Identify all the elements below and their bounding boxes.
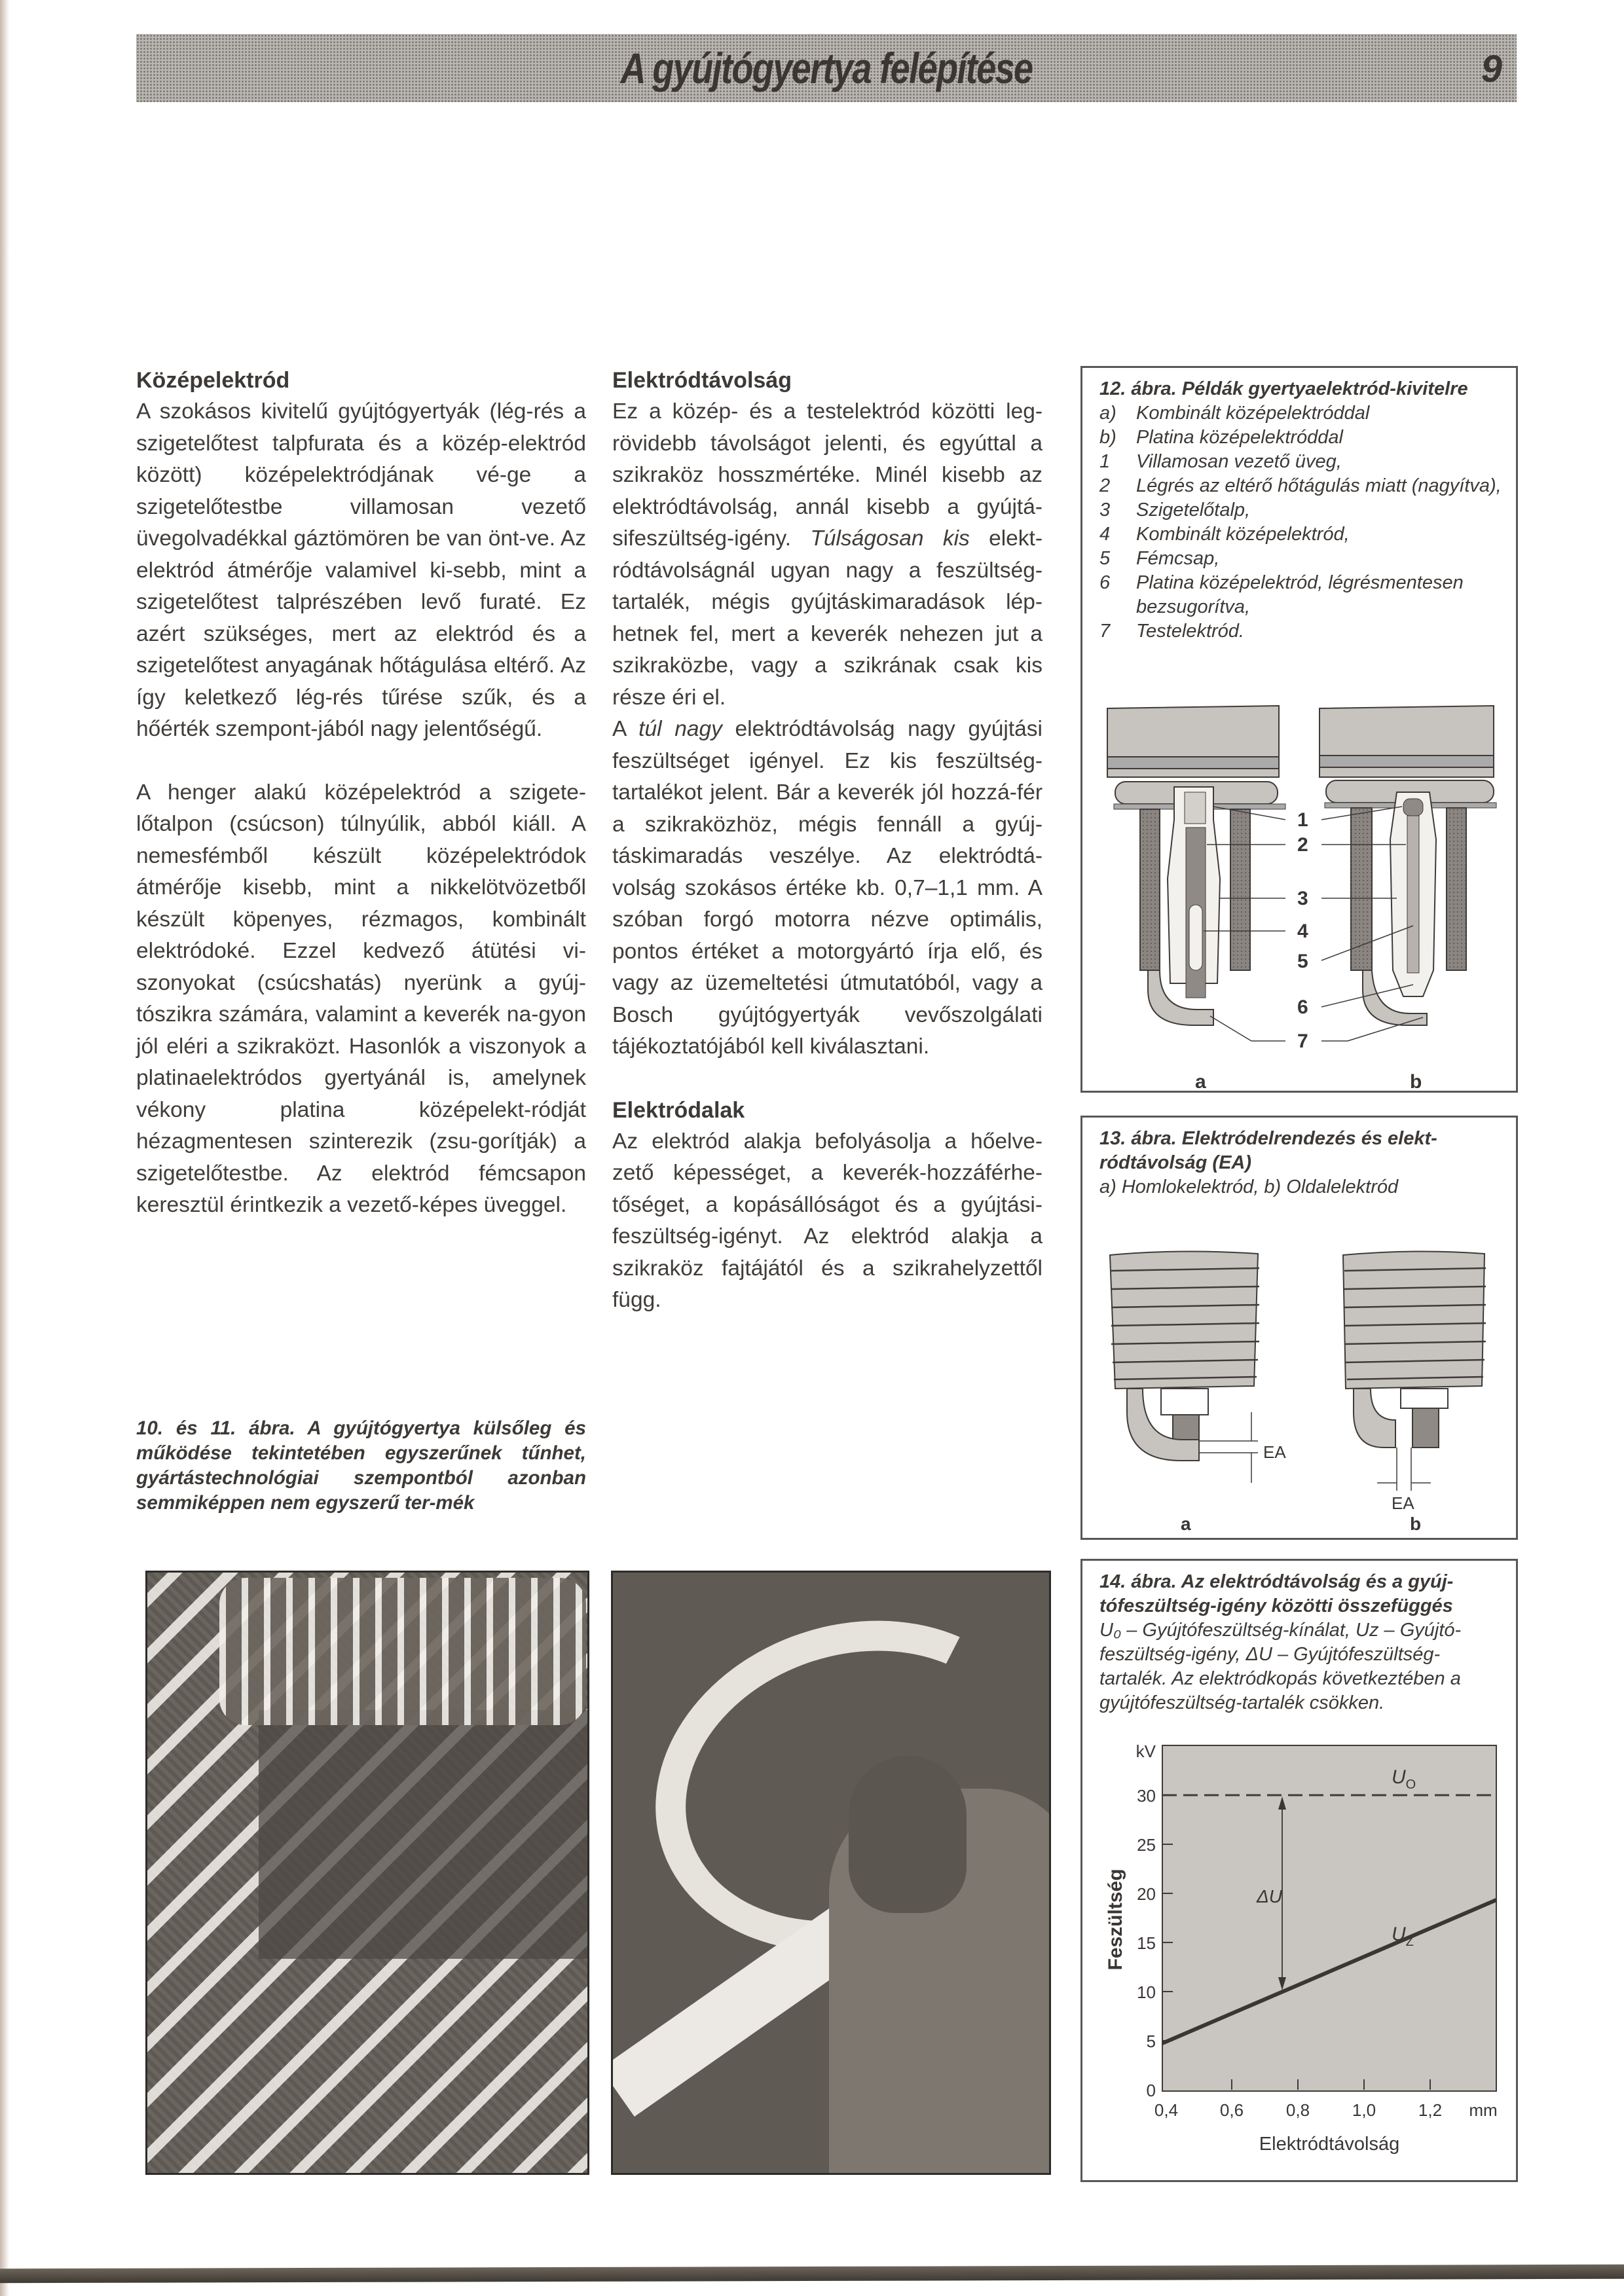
electrode-gap-diagram — [1082, 1242, 1516, 1537]
callout-6: 6 — [1297, 996, 1308, 1018]
callout-7: 7 — [1297, 1030, 1308, 1052]
legend-key: 6 — [1099, 572, 1111, 593]
scan-page-edge — [0, 0, 9, 2296]
section-heading-elektrodtavolsag: Elektródtávolság — [612, 368, 792, 393]
text-run: A — [612, 717, 639, 741]
y-tick-10: 10 — [1137, 1982, 1156, 2002]
emphasis: Túlságosan kis — [810, 526, 970, 551]
sublabel-b: b — [1410, 1514, 1422, 1534]
callout-3: 3 — [1297, 888, 1308, 909]
x-tick-0-6: 0,6 — [1219, 2100, 1244, 2120]
gap-label-a: EA — [1263, 1442, 1286, 1462]
delta-u-label: ΔU — [1257, 1886, 1283, 1906]
sublabel-b: b — [1410, 1071, 1422, 1088]
column-2 — [612, 365, 1043, 1317]
y-tick-20: 20 — [1137, 1884, 1156, 1904]
uz-label: $U_Z$ — [1392, 1923, 1414, 1949]
callout-2: 2 — [1297, 834, 1308, 856]
figure-13-caption — [1099, 1127, 1503, 1199]
figure-14-description: U₀ – Gyújtófeszültség-kínálat, Uz – Gyújtó-feszültség-igény, ΔU – Gyújtófeszültség-tartalék. Az elektródkopás következtében a gyújtófeszültség-tartalék csökken. — [1099, 1620, 1462, 1713]
x-tick-0-4: 0,4 — [1154, 2100, 1179, 2120]
plug-b-thread — [1343, 1251, 1486, 1448]
x-tick-1-0: 1,0 — [1352, 2100, 1376, 2120]
gap-b-dimension — [1377, 1448, 1431, 1491]
y-axis-title: Feszültség — [1105, 1868, 1126, 1971]
legend-text: Légrés az eltérő hőtágulás miatt (nagyítva), — [1136, 475, 1502, 496]
paragraph: Az elektród alakja befolyásolja a hőelve-zető képességet, a keverék-hozzáférhe-tőséget, a kopásállóságot és a gyújtási-feszültség-igényt. Az elektród alakja a szikraköz fajtájától és a szikrahelyzettől függ. — [612, 1129, 1043, 1312]
section-heading-kozepelektrod: Középelektród — [136, 368, 290, 393]
paragraph: A henger alakú középelektród a szigete-lőtalpon (csúcson) túlnyúlik, abból kiáll. A nemesfémből készült középelektródok átmérője kisebb, mint a nikkelötvözetből készült köpenyes, rézmagos, kombinált elektródoké. Ezzel kedvező átütési vi-szonyokat (csúcshatás) nyerünk a gyúj-tószikra számára, valamint a keverék na-gyon jól eléri a szikraközt. Hasonlók a viszonyok a platinaelektródos gyertyánál is, amelynek vékony platina középelekt-ródját hézagmentesen szinterezik (zsu-gorítják) a szigetelőtestbe. Az elektród fémcsapon keresztül érintkezik a vezető-képes üveggel. — [136, 780, 586, 1217]
legend-key: 4 — [1099, 524, 1111, 545]
y-tick-0: 0 — [1146, 2081, 1156, 2100]
legend-text: Szigetelőtalp, — [1136, 500, 1251, 520]
plug-a-thread — [1110, 1251, 1259, 1461]
legend-key: a) — [1099, 403, 1116, 424]
legend-key: b) — [1099, 427, 1116, 448]
plot-area — [1162, 1745, 1496, 2091]
callout-5: 5 — [1297, 951, 1308, 972]
scan-bottom-edge — [0, 2265, 1624, 2283]
legend-text: Villamosan vezető üveg, — [1136, 451, 1342, 472]
x-unit-label: mm — [1469, 2100, 1498, 2120]
x-tick-0-8: 0,8 — [1285, 2100, 1310, 2120]
paragraph: A szokásos kivitelű gyújtógyertyák (lég-rés a szigetelőtest talpfurata és a közép-elektród között) középelektródjának vé-ge a szigetelőtestbe villamosan vezető üvegolvadékkal gáztömören be van önt-ve. Az elektród átmérője valamivel ki-sebb, mint a szigetelőtest talprészében levő furaté. Ez azért szükséges, mert az elektród és a szigetelőtest anyagának hőtágulása eltérő. Az így keletkező lég-rés tűrése szűk, és a hőérték szempont-jából nagy jelentőségű. — [136, 399, 586, 741]
y-tick-15: 15 — [1137, 1933, 1156, 1953]
sublabel-a: a — [1195, 1071, 1206, 1088]
emphasis: túl nagy — [638, 717, 722, 741]
u0-label: $U_O$ — [1392, 1766, 1416, 1792]
chapter-title: A gyújtógyertya felépítése — [620, 44, 1033, 92]
spark-plug-cross-section-diagram — [1082, 682, 1516, 1088]
running-header — [136, 34, 1517, 102]
legend-key: 1 — [1099, 451, 1111, 472]
y-tick-5: 5 — [1146, 2032, 1156, 2051]
text-run: elektródtávolság nagy gyújtási feszültséget igényel. Ez kis feszültség-tartalékot jelent. Bár a keverék jól hozzá-fér a szikraközhöz, mégis fennáll a gyúj-táskimaradás veszélye. Az elektródtá-volság szokásos értéke kb. 0,7–1,1 mm. A szóban forgó motorra nézve optimális, pontos értéket a motorgyártó írja elő, és vagy az üzemeltetési útmutatóból, vagy a Bosch gyújtógyertyák vevőszolgálati tájékoztatójából kell kiválasztani. — [612, 717, 1043, 1059]
legend-key: 2 — [1099, 475, 1111, 496]
photo-spark-plug-production-line — [145, 1571, 589, 2175]
figure-10-11-caption: 10. és 11. ábra. A gyújtógyertya külsőleg és működése tekintetében egyszerűnek tűnhet, gyártástechnológiai szempontból azonban semmiképpen nem egyszerű ter-mék — [136, 1417, 586, 1514]
callout-1: 1 — [1297, 809, 1308, 831]
sublabel-a: a — [1181, 1514, 1191, 1534]
plug-b-drawing — [1320, 706, 1496, 1025]
callout-4: 4 — [1297, 920, 1308, 942]
y-tick-25: 25 — [1137, 1835, 1156, 1855]
figure-12-title: 12. ábra. Példák gyertyaelektród-kivitelre — [1099, 378, 1468, 399]
text-run: Ez a közép- és a testelektród közötti leg-rövidebb távolságot jelenti, és egyúttal a szikraköz hosszmértéke. Minél kisebb az elektródtávolság, annál kisebb a gyújtá-sifeszültség-igény. — [612, 399, 1043, 551]
y-unit-label: kV — [1135, 1741, 1156, 1761]
column-1 — [136, 365, 586, 1222]
figure-14-title: 14. ábra. Az elektródtávolság és a gyúj-tófeszültség-igény közötti összefüggés — [1099, 1571, 1454, 1616]
figure-13 — [1080, 1116, 1518, 1540]
x-axis-title: Elektródtávolság — [1259, 2134, 1400, 2155]
figure-13-subtitle: a) Homlokelektród, b) Oldalelektród — [1099, 1176, 1399, 1197]
x-tick-1-2: 1,2 — [1418, 2100, 1443, 2120]
gap-a-dimension — [1199, 1412, 1258, 1483]
legend-text: Testelektród. — [1136, 621, 1244, 642]
legend-text: Kombinált középelektród, — [1136, 524, 1350, 545]
paragraph — [612, 714, 1043, 1063]
figure-13-title: 13. ábra. Elektródelrendezés és elekt-ródtávolság (EA) — [1099, 1128, 1437, 1173]
section-heading-elektrodalak: Elektródalak — [612, 1097, 745, 1123]
legend-key: 3 — [1099, 500, 1111, 520]
plug-a-drawing — [1107, 706, 1285, 1025]
gap-label-b: EA — [1392, 1493, 1414, 1513]
legend-text: Platina középelektróddal — [1136, 427, 1343, 448]
page-number: 9 — [1481, 48, 1502, 90]
photo-worker-at-spiral-conveyor — [611, 1571, 1051, 2175]
y-tick-30: 30 — [1137, 1786, 1156, 1806]
voltage-vs-gap-chart — [1082, 1561, 1516, 2180]
figure-12-caption — [1099, 377, 1503, 644]
legend-text: Platina középelektród, légrésmentesen bezsugorítva, — [1136, 572, 1464, 617]
figure-12 — [1080, 366, 1518, 1093]
legend-key: 7 — [1099, 621, 1111, 642]
legend-text: Kombinált középelektróddal — [1136, 403, 1370, 424]
text-run: elekt-ródtávolságnál ugyan nagy a feszültség-tartalék, mégis gyújtáskimaradások lép-hetnek fel, mert a keverék nehezen jut a szikraközbe, vagy a szikrának csak kis része éri el. — [612, 526, 1043, 710]
paragraph — [612, 396, 1043, 714]
figure-14 — [1080, 1559, 1518, 2182]
legend-key: 5 — [1099, 548, 1111, 569]
legend-text: Fémcsap, — [1136, 548, 1220, 569]
